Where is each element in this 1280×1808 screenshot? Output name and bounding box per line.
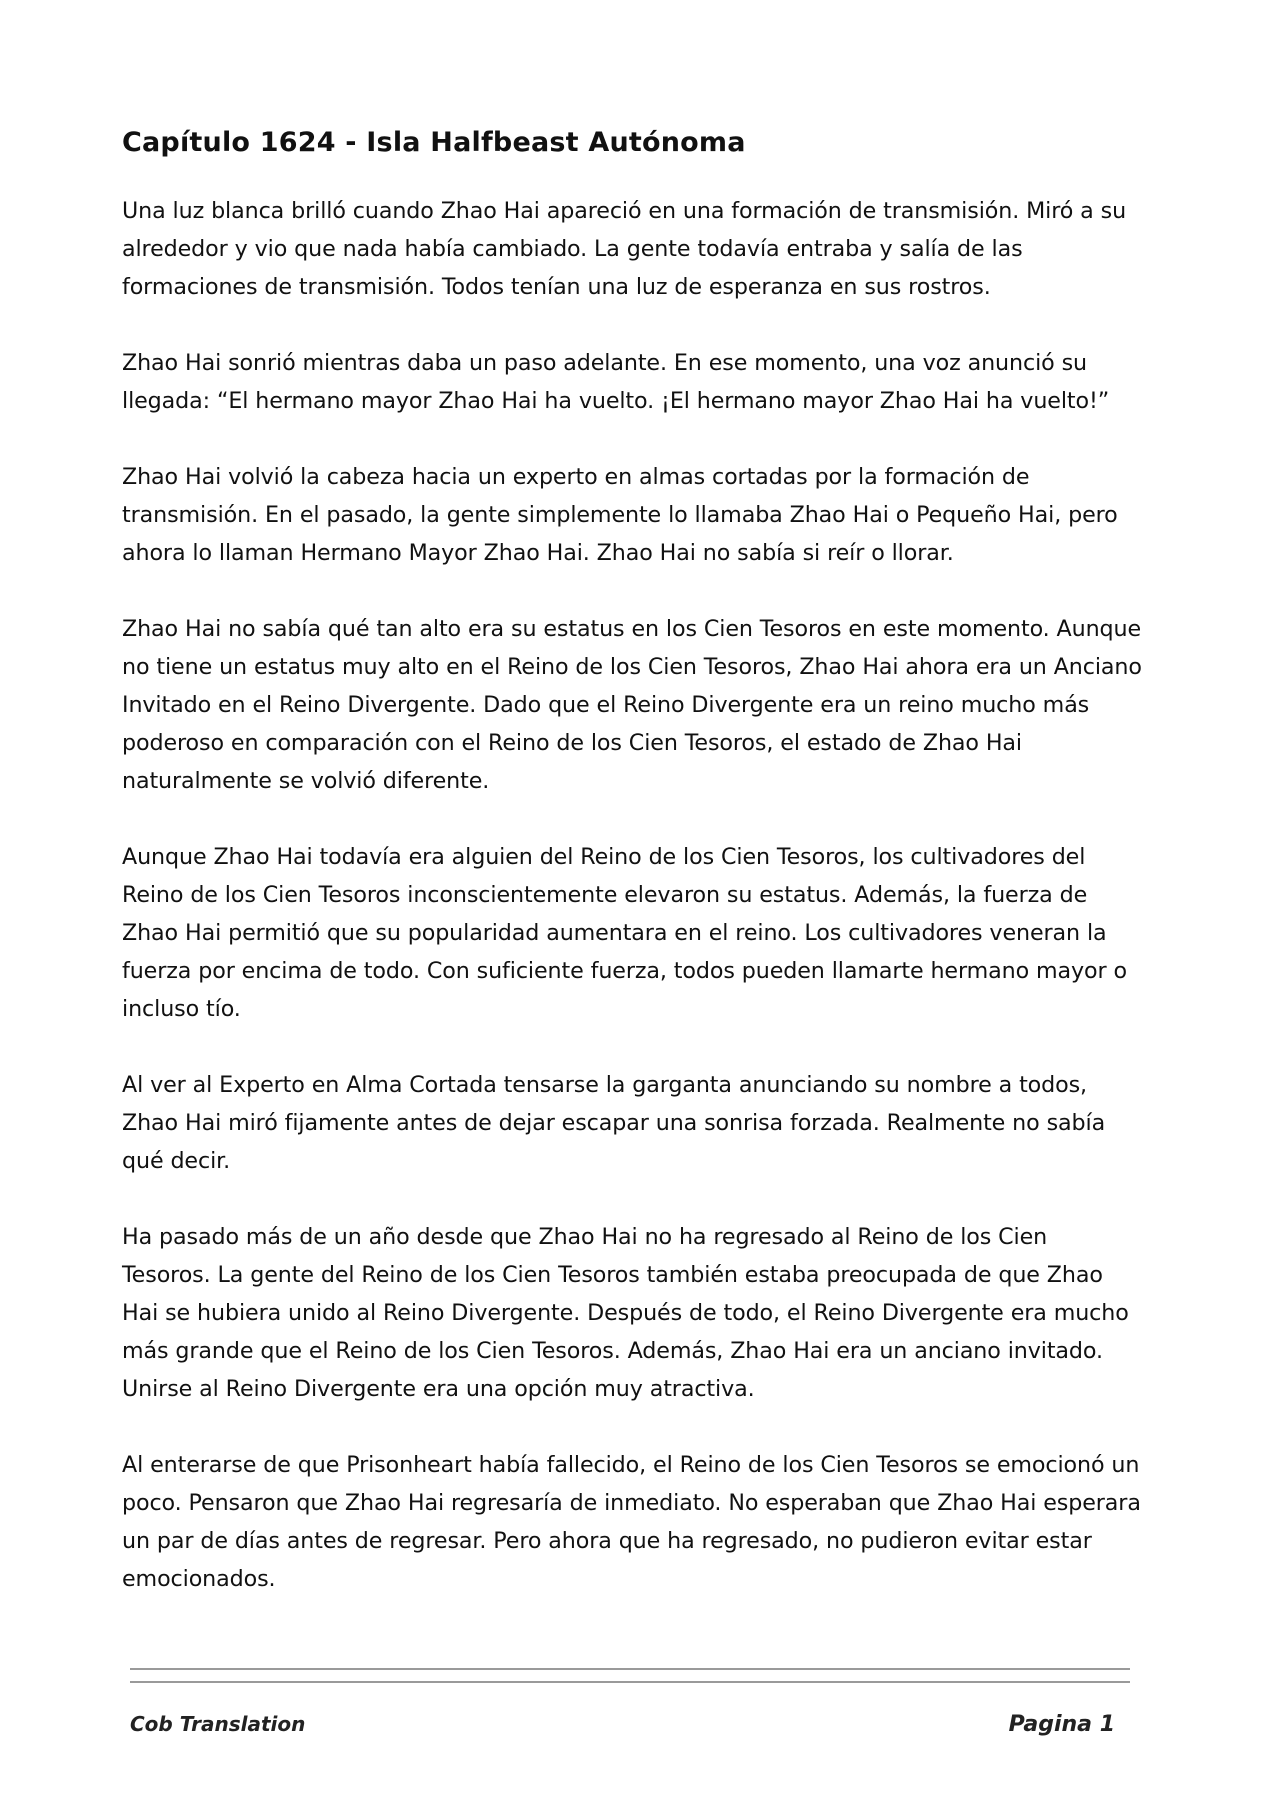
paragraph-4: Zhao Hai no sabía qué tan alto era su estatus en los Cien Tesoros en este momento. Aunque no tiene un estatus muy alto en el Reino de los Cien Tesoros, Zhao Hai ahora era un Anciano Invitado en el Reino Divergente. Dado que el Reino Divergente era un reino mucho más poderoso en comparación con el Reino de los Cien Tesoros, el estado de Zhao Hai naturalmente se volvió diferente.	[122, 616, 1142, 794]
footer-page-number: Pagina 1	[1008, 1712, 1115, 1737]
paragraph-6: Al ver al Experto en Alma Cortada tensarse la garganta anunciando su nombre a todos, Zhao Hai miró fijamente antes de dejar escapar una sonrisa forzada. Realmente no sabía qué decir.	[122, 1072, 1106, 1174]
paragraph-8: Al enterarse de que Prisonheart había fallecido, el Reino de los Cien Tesoros se emocionó un poco. Pensaron que Zhao Hai regresaría de inmediato. No esperaban que Zhao Hai esperara un par de días antes de regresar. Pero ahora que ha regresado, no pudieron evitar estar emocionados.	[122, 1452, 1141, 1592]
footer-divider-top	[130, 1668, 1130, 1670]
paragraph-7: Ha pasado más de un año desde que Zhao Hai no ha regresado al Reino de los Cien Tesoros. La gente del Reino de los Cien Tesoros también estaba preocupada de que Zhao Hai se hubiera unido al Reino Divergente. Después de todo, el Reino Divergente era mucho más grande que el Reino de los Cien Tesoros. Además, Zhao Hai era un anciano invitado. Unirse al Reino Divergente era una opción muy atractiva.	[122, 1224, 1129, 1402]
chapter-title: Capítulo 1624 - Isla Halfbeast Autónoma	[122, 127, 746, 158]
document-body	[122, 126, 1142, 1636]
paragraph-1: Una luz blanca brilló cuando Zhao Hai apareció en una formación de transmisión. Miró a su alrededor y vio que nada había cambiado. La gente todavía entraba y salía de las formaciones de transmisión. Todos tenían una luz de esperanza en sus rostros.	[122, 198, 1127, 300]
footer-divider-bottom	[130, 1681, 1130, 1683]
paragraph-3: Zhao Hai volvió la cabeza hacia un experto en almas cortadas por la formación de transmisión. En el pasado, la gente simplemente lo llamaba Zhao Hai o Pequeño Hai, pero ahora lo llaman Hermano Mayor Zhao Hai. Zhao Hai no sabía si reír o llorar.	[122, 464, 1118, 566]
paragraph-5: Aunque Zhao Hai todavía era alguien del Reino de los Cien Tesoros, los cultivadores del Reino de los Cien Tesoros inconscientemente elevaron su estatus. Además, la fuerza de Zhao Hai permitió que su popularidad aumentara en el reino. Los cultivadores veneran la fuerza por encima de todo. Con suficiente fuerza, todos pueden llamarte hermano mayor o incluso tío.	[122, 844, 1127, 1022]
footer-translator-credit: Cob Translation	[130, 1712, 306, 1736]
paragraph-2: Zhao Hai sonrió mientras daba un paso adelante. En ese momento, una voz anunció su llegada: “El hermano mayor Zhao Hai ha vuelto. ¡El hermano mayor Zhao Hai ha vuelto!”	[122, 350, 1110, 414]
